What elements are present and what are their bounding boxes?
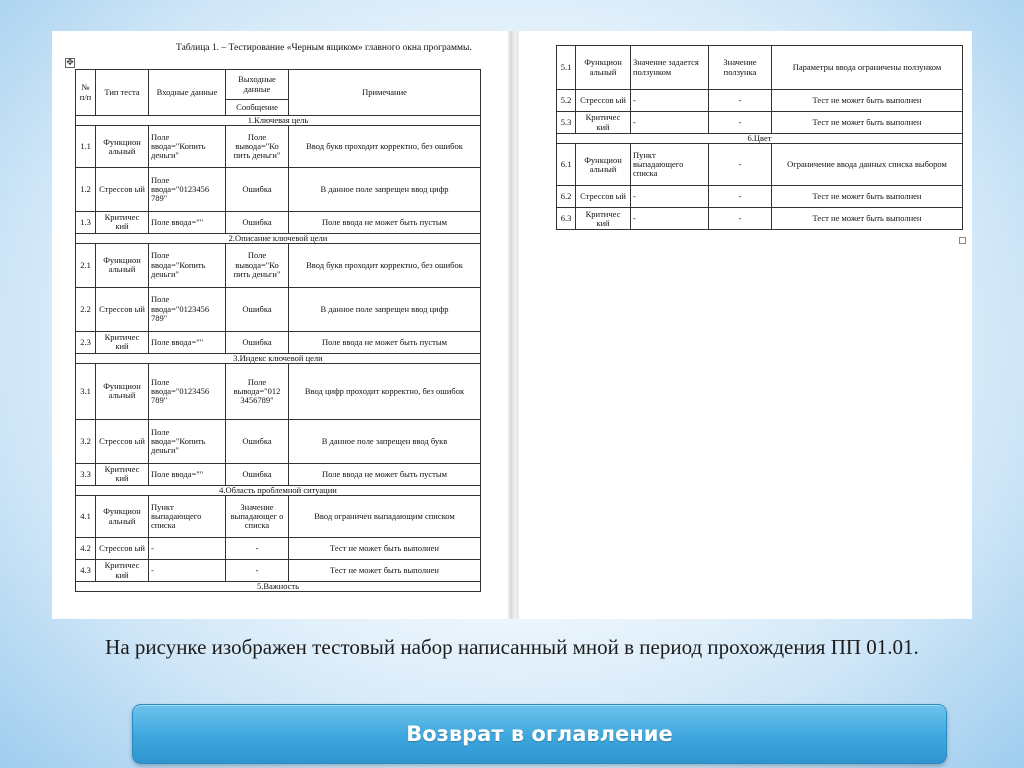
cell-test-type: Критичес кий: [96, 212, 149, 233]
document-view: [52, 31, 972, 619]
cell-input-data: Поле ввода="Копить деньги": [149, 419, 226, 463]
cell-output-data: Значение ползунка: [709, 46, 772, 90]
table-row: [76, 126, 481, 168]
cell-note: Ввод букв проходит корректно, без ошибок: [289, 243, 481, 287]
cell-note: В данное поле запрещен ввод цифр: [289, 168, 481, 212]
table-row: [76, 331, 481, 353]
header-message: Сообщение: [226, 100, 289, 116]
cell-number: 3.2: [76, 419, 96, 463]
cell-note: Ввод цифр проходит корректно, без ошибок: [289, 363, 481, 419]
section-row: [76, 485, 481, 495]
cell-note: Поле ввода не может быть пустым: [289, 463, 481, 485]
cell-input-data: Поле ввода="0123456 789": [149, 168, 226, 212]
table-move-icon[interactable]: ✥: [66, 58, 74, 68]
cell-number: 5.3: [557, 112, 576, 134]
cell-test-type: Стрессов ый: [96, 287, 149, 331]
cell-note: Тест не может быть выполнен: [772, 186, 963, 208]
table-row: [76, 287, 481, 331]
cell-note: Тест не может быть выполнен: [772, 208, 963, 230]
cell-test-type: Стрессов ый: [96, 538, 149, 560]
cell-note: В данное поле запрещен ввод букв: [289, 419, 481, 463]
section-title: 1.Ключевая цель: [76, 116, 481, 126]
cell-test-type: Критичес кий: [96, 560, 149, 582]
cell-output-data: -: [709, 208, 772, 230]
cell-output-data: Ошибка: [226, 331, 289, 353]
cell-number: 4.2: [76, 538, 96, 560]
cell-number: 3.1: [76, 363, 96, 419]
cell-input-data: -: [631, 208, 709, 230]
cell-output-data: -: [709, 112, 772, 134]
cell-number: 4.1: [76, 496, 96, 538]
cell-output-data: Ошибка: [226, 287, 289, 331]
cell-test-type: Функцион альный: [96, 126, 149, 168]
table-row: [76, 463, 481, 485]
header-output-data: Выходные данные: [226, 70, 289, 100]
table-row: [76, 419, 481, 463]
section-title: 6.Цвет: [557, 134, 963, 144]
cell-number: 5.1: [557, 46, 576, 90]
cell-test-type: Стрессов ый: [576, 186, 631, 208]
cell-input-data: Поле ввода="Копить деньги": [149, 243, 226, 287]
cell-input-data: Поле ввода="": [149, 331, 226, 353]
header-test-type: Тип теста: [96, 70, 149, 116]
cell-note: Тест не может быть выполнен: [289, 538, 481, 560]
table-row: [76, 243, 481, 287]
cell-input-data: -: [631, 112, 709, 134]
section-title: 4.Область проблемной ситуации: [76, 485, 481, 495]
cell-test-type: Критичес кий: [576, 208, 631, 230]
table-row: [76, 212, 481, 233]
cell-note: Поле ввода не может быть пустым: [289, 212, 481, 233]
cell-test-type: Стрессов ый: [96, 168, 149, 212]
table-row: [557, 208, 963, 230]
cell-note: Ограничение ввода данных списка выбором: [772, 144, 963, 186]
cell-number: 2.3: [76, 331, 96, 353]
cell-test-type: Стрессов ый: [96, 419, 149, 463]
cell-number: 1.2: [76, 168, 96, 212]
table-row: [76, 168, 481, 212]
cell-output-data: Поле вывода="012 3456789": [226, 363, 289, 419]
cell-input-data: Значение задается ползунком: [631, 46, 709, 90]
table-row: [76, 363, 481, 419]
cell-output-data: Поле вывода="Ко пить деньги": [226, 243, 289, 287]
cell-input-data: Поле ввода="": [149, 212, 226, 233]
cell-test-type: Функцион альный: [576, 144, 631, 186]
cell-output-data: -: [226, 560, 289, 582]
cell-test-type: Критичес кий: [576, 112, 631, 134]
slide-caption: На рисунке изображен тестовый набор написанный мной в период прохождения ПП 01.01.: [105, 635, 919, 659]
cell-output-data: Ошибка: [226, 212, 289, 233]
section-row: [557, 134, 963, 144]
cell-test-type: Функцион альный: [576, 46, 631, 90]
cell-output-data: Поле вывода="Ко пить деньги": [226, 126, 289, 168]
cell-output-data: -: [709, 90, 772, 112]
cell-number: 3.3: [76, 463, 96, 485]
cell-input-data: Поле ввода="0123456 789": [149, 287, 226, 331]
cell-input-data: Поле ввода="": [149, 463, 226, 485]
cell-input-data: Поле ввода="Копить деньги": [149, 126, 226, 168]
cell-note: Ввод ограничен выпадающим списком: [289, 496, 481, 538]
table-row: [557, 90, 963, 112]
cell-number: 1.3: [76, 212, 96, 233]
document-page-right: [519, 31, 972, 619]
cell-test-type: Функцион альный: [96, 496, 149, 538]
cell-input-data: -: [149, 538, 226, 560]
header-note: Примечание: [289, 70, 481, 116]
section-row: [76, 582, 481, 592]
section-title: 5.Важность: [76, 582, 481, 592]
cell-number: 4.3: [76, 560, 96, 582]
header-input-data: Входные данные: [149, 70, 226, 116]
cell-note: Параметры ввода ограничены ползунком: [772, 46, 963, 90]
section-row: [76, 233, 481, 243]
document-page-left: [52, 31, 508, 619]
cell-note: Тест не может быть выполнен: [772, 90, 963, 112]
cell-number: 1.1: [76, 126, 96, 168]
table-row: [76, 560, 481, 582]
cell-output-data: Ошибка: [226, 419, 289, 463]
cell-input-data: -: [149, 560, 226, 582]
cell-output-data: -: [226, 538, 289, 560]
section-title: 3.Индекс ключевой цели: [76, 353, 481, 363]
table-row: [557, 144, 963, 186]
cell-test-type: Функцион альный: [96, 363, 149, 419]
test-table-right-body: [557, 46, 963, 230]
cell-input-data: -: [631, 186, 709, 208]
table-row: [76, 538, 481, 560]
cell-test-type: Функцион альный: [96, 243, 149, 287]
table-title: Таблица 1. – Тестирование «Черным ящиком» главного окна программы.: [176, 43, 472, 53]
cell-output-data: -: [709, 144, 772, 186]
table-row: [557, 186, 963, 208]
cell-number: 2.1: [76, 243, 96, 287]
table-row: [557, 112, 963, 134]
back-to-contents-button[interactable]: Возврат в оглавление: [132, 704, 947, 764]
cell-input-data: -: [631, 90, 709, 112]
cell-output-data: -: [709, 186, 772, 208]
cell-test-type: Стрессов ый: [576, 90, 631, 112]
cell-output-data: Значение выпадающег о списка: [226, 496, 289, 538]
test-table-left-body: [76, 116, 481, 592]
cell-input-data: Пункт выпадающего списка: [631, 144, 709, 186]
cell-test-type: Критичес кий: [96, 463, 149, 485]
cell-note: В данное поле запрещен ввод цифр: [289, 287, 481, 331]
cell-number: 6.2: [557, 186, 576, 208]
cell-input-data: Поле ввода="0123456 789": [149, 363, 226, 419]
cell-note: Ввод букв проходит корректно, без ошибок: [289, 126, 481, 168]
section-row: [76, 116, 481, 126]
cell-test-type: Критичес кий: [96, 331, 149, 353]
test-table-left: [75, 69, 481, 592]
cell-output-data: Ошибка: [226, 463, 289, 485]
cell-note: Тест не может быть выполнен: [772, 112, 963, 134]
page-divider: [510, 31, 516, 619]
section-title: 2.Описание ключевой цели: [76, 233, 481, 243]
cell-number: 2.2: [76, 287, 96, 331]
cell-input-data: Пункт выпадающего списка: [149, 496, 226, 538]
table-resize-handle[interactable]: [959, 237, 966, 244]
cell-note: Поле ввода не может быть пустым: [289, 331, 481, 353]
table-row: [76, 496, 481, 538]
cell-output-data: Ошибка: [226, 168, 289, 212]
header-number: № п/п: [76, 70, 96, 116]
section-row: [76, 353, 481, 363]
cell-number: 6.3: [557, 208, 576, 230]
cell-note: Тест не может быть выполнен: [289, 560, 481, 582]
table-row: [557, 46, 963, 90]
cell-number: 6.1: [557, 144, 576, 186]
test-table-right: [556, 45, 963, 230]
cell-number: 5.2: [557, 90, 576, 112]
